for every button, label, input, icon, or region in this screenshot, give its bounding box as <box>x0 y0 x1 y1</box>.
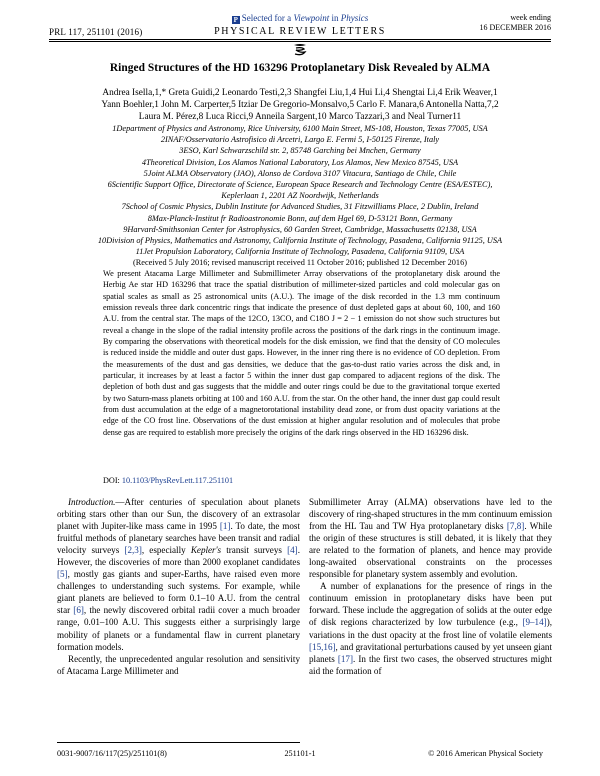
citation-link[interactable]: [6] <box>73 605 84 616</box>
page-header <box>49 10 551 44</box>
citation-link[interactable]: [1] <box>219 521 231 532</box>
body-text: , and gravitational perturbations caused by yet unseen giant planets <box>309 641 552 664</box>
citation-link[interactable]: [15,16] <box>309 641 336 652</box>
body-text: . To date, the most fruitful methods of planetary searches have been transit and radial velocity surveys <box>57 521 300 556</box>
body-column-left <box>57 496 300 677</box>
affiliation: 4Theoretical Division, Los Alamos National Laboratory, Los Alamos, New Mexico 87545, USA <box>141 157 459 167</box>
viewpoint-link[interactable]: Viewpoint <box>293 13 330 23</box>
week-ending-date: 16 DECEMBER 2016 <box>479 23 551 32</box>
page-footer <box>57 749 543 761</box>
journal-name: PHYSICAL REVIEW LETTERS <box>214 26 386 37</box>
doi <box>103 476 233 485</box>
body-text: A number of explanations for the presence of rings in the continuum emission in protoplanetary disks have been put forward. These include the aggregation of solids at the outer edge of disk regions characterized by low turbulence (e.g., <box>309 581 552 628</box>
body-paragraph <box>309 496 552 580</box>
body-text: , mostly gas giants and super-Earths, have raised even more challenges to understanding such systems. For example, while giant planets are believed to form 0.1–10 A.U. from the central star <box>57 569 300 616</box>
received-dates: (Received 5 July 2016; revised manuscript received 11 October 2016; published 12 December 2016) <box>132 258 467 268</box>
paper-title: Ringed Structures of the HD 163296 Protoplanetary Disk Revealed by ALMA <box>109 62 491 74</box>
week-ending-label: week ending <box>510 13 551 22</box>
body-column-right <box>309 496 552 677</box>
journal-reference: PRL 117, 251101 (2016) <box>49 27 143 37</box>
body-text: , the newly discovered orbital radii cover a much broader range, 0.01–100 A.U. This suggests either a surprisingly large mobility of planets or a fundamental flaw in current planetary formation models. <box>57 605 300 652</box>
author-list <box>60 87 540 123</box>
physics-link[interactable]: Physics <box>340 13 369 23</box>
doi-label: DOI: <box>103 476 120 485</box>
abstract <box>103 268 500 438</box>
citation-link[interactable]: [9–14] <box>522 617 547 628</box>
header-rule <box>49 39 551 40</box>
body-paragraph <box>57 496 300 653</box>
footnote-rule <box>57 742 300 743</box>
body-text-italic: Kepler's <box>190 545 222 556</box>
citation-link[interactable]: [5] <box>57 569 68 580</box>
selected-for-text: Selected for a <box>241 13 292 23</box>
footer-page-number: 251101-1 <box>284 749 316 758</box>
affiliation: 1Department of Physics and Astronomy, Rice University, 6100 Main Street, MS-108, Houston, Texas 77005, USA <box>112 124 488 133</box>
header-center <box>49 13 551 37</box>
author-line: Yann Boehler,1 John M. Carperter,5 Itziar De Gregorio-Monsalvo,5 Carlo F. Manara,6 Antonella Natta,7,2 <box>101 100 499 110</box>
affiliation: 10Division of Physics, Mathematics and Astronomy, California Institute of Technology, Pasadena, California 91125, USA <box>97 236 503 246</box>
affiliation: 8Max-Planck-Institut fr Radioastronomie Bonn, auf dem Hgel 69, D-53121 Bonn, Germany <box>147 213 453 223</box>
citation-link[interactable]: [4] <box>287 545 298 556</box>
affiliation: Keplerlaan 1, 2201 AZ Noordwijk, Netherlands <box>221 191 379 201</box>
aps-logo-icon <box>290 43 310 57</box>
section-heading: Introduction. <box>68 497 116 507</box>
affiliation: 3ESO, Karl Schwarzschild str. 2, 85748 Garching bei Mnchen, Germany <box>179 146 421 156</box>
abstract-text: We present Atacama Large Millimeter and Submillimeter Array observations of the protoplanetary disk around the Herbig Ae star HD 163296 that trace the spatial distribution of millimeter-sized particles and cold molecular gas on spatial scales as small as 25 astronomical units (A.U.). The image of the disk recorded in the 1.3 mm continuum emission reveals three dark concentric rings that indicate the presence of dust depleted gaps at about 60, 100, and 160 A.U. from the central star. The maps of the 12CO, 13CO, and C18O J = 2 − 1 emission do not show such structures but reveal a change in the slope of the radial intensity profile across the positions of the dark rings in the continuum image. By comparing the observations with theoretical models for the disk emission, we find that the density of CO molecules is reduced inside the middle and outer dust gaps. However, in the inner ring there is no evidence of CO depletion. From the measurements of the dust and gas densities, we deduce that the gas-to-dust ratio varies across the disk and, in particular, it increases by at least a factor 5 within the inner dust gap compared to adjacent regions of the disk. The depletion of both dust and gas suggests that the middle and outer rings could be due to the gravitational torque exerted by two Saturn-mass planets orbiting at 100 and 160 A.U. from the star. On the other hand, the inner dust gap could result from dust accumulation at the edge of a magnetorotational instability dead zone, or from dust opacity variations at the edge of the CO frost line. Observations of the dust emission at higher angular resolution and of molecules that probe dense gas are required to establish more precisely the origins of the dark rings observed in the HD 163296 disk. <box>103 269 500 437</box>
citation-link[interactable]: [2,3] <box>124 545 142 556</box>
author-line: Andrea Isella,1,* Greta Guidi,2 Leonardo Testi,2,3 Shangfei Liu,1,4 Hui Li,4 Shengtai Li,4 Erik Weaver,1 <box>102 88 498 98</box>
affiliation: 5Joint ALMA Observatory (JAO), Alonso de Cordova 3107 Vitacura, Santiago de Chile, Chile <box>143 168 457 178</box>
affiliation: 6Scientific Support Office, Directorate of Science, European Space Research and Technology Centre (ESA/ESTEC), <box>107 180 493 190</box>
body-text: . However, the discoveries of more than 2000 exoplanet candidates <box>57 545 300 568</box>
body-text: , especially <box>141 545 191 556</box>
body-paragraph <box>309 580 552 676</box>
footer-issn: 0031-9007/16/117(25)/251101(8) <box>57 749 167 758</box>
citation-link[interactable]: [7,8] <box>506 521 525 532</box>
body-text: . While the origin of these structures is still debated, it is likely that they are related to the formation of planets, and hence may provide long-awaited observational constraints on the processes responsible for planetary system assembly and evolution. <box>309 521 552 580</box>
affiliation: 9Harvard-Smithsonian Center for Astrophysics, 60 Garden Street, Cambridge, Massachusetts 02138, USA <box>123 224 477 234</box>
body-text: ), variations in the dust opacity at the frost line of volatile elements <box>309 617 552 640</box>
body-text: Submillimeter Array (ALMA) observations have led to the discovery of ring-shaped structures in the mm continuum emission from the HL Tau and TW Hya protoplanetary disks <box>309 497 552 532</box>
header-rule-thin <box>49 41 551 42</box>
body-text: —After centuries of speculation about planets orbiting stars other than our Sun, the discovery of an extrasolar planet with Jupiter-like mass came in 1995 <box>57 497 300 532</box>
body-text: . In the first two cases, the observed structures might aid the formation of <box>309 653 552 676</box>
affiliation: 2INAF/Osservatorio Astrofisico di Arcetri, Largo E. Fermi 5, I-50125 Firenze, Italy <box>160 135 440 145</box>
week-ending <box>479 13 551 33</box>
affiliation: 7School of Cosmic Physics, Dublin Institute for Advanced Studies, 31 Fitzwilliams Place, 2 Dublin, Ireland <box>121 202 479 212</box>
affiliation: 11Jet Propulsion Laboratory, California Institute of Technology, Pasadena, California 91109, USA <box>135 247 465 257</box>
citation-link[interactable]: [17] <box>337 653 353 664</box>
viewpoint-badge-icon: P <box>233 16 238 24</box>
author-line: Laura M. Pérez,8 Luca Ricci,9 Anneila Sargent,10 Marco Tazzari,3 and Neal Turner11 <box>138 112 462 122</box>
affiliations <box>52 123 548 269</box>
in-text: in <box>331 13 339 23</box>
body-text: transit surveys <box>221 545 288 556</box>
body-paragraph: Recently, the unprecedented angular resolution and sensitivity of Atacama Large Millimeter and <box>57 653 300 676</box>
footer-copyright: © 2016 American Physical Society <box>428 749 543 758</box>
doi-link[interactable]: 10.1103/PhysRevLett.117.251101 <box>121 476 234 485</box>
